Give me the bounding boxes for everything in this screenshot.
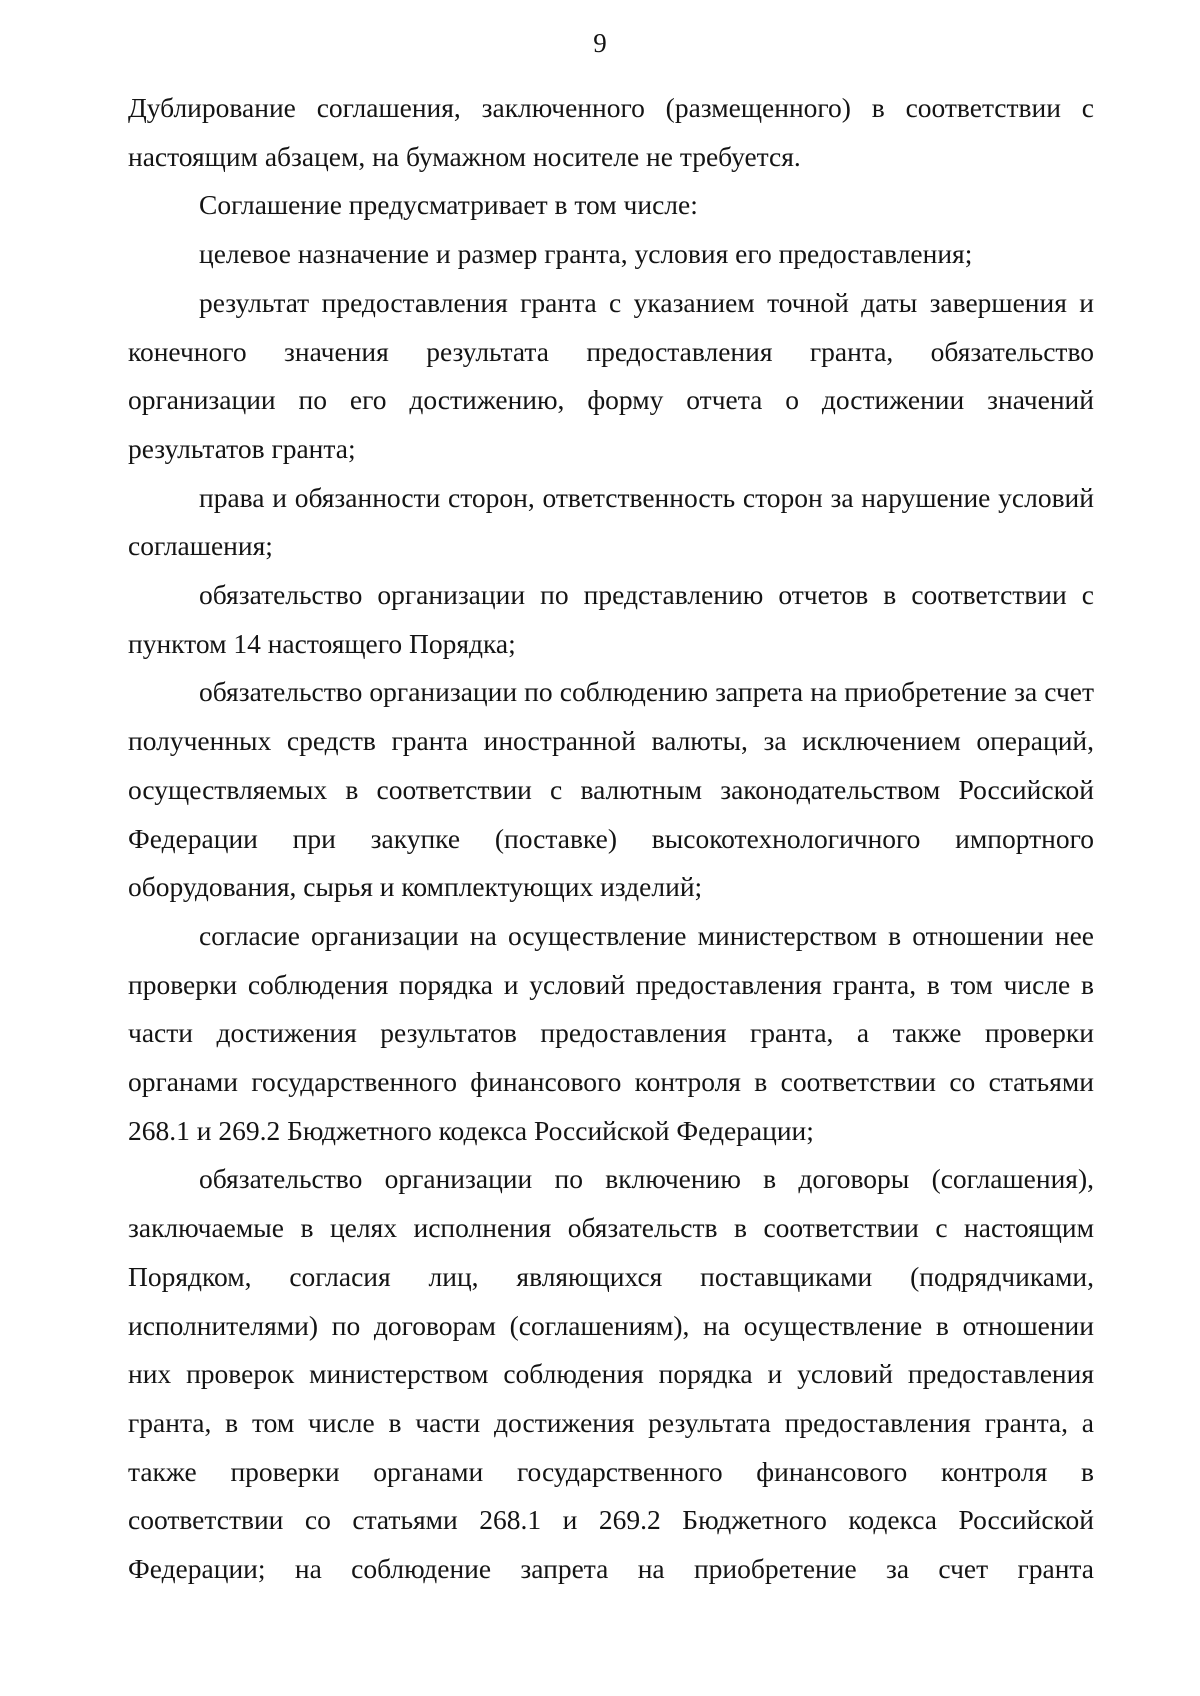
paragraph-purpose-and-size: целевое назначение и размер гранта, условия его предоставления; — [199, 238, 973, 270]
paragraph-rights-and-duties: права и обязанности сторон, ответственность сторон за нарушение условий соглашения; — [128, 481, 1094, 562]
paragraph-agreement-provides: Соглашение предусматривает в том числе: — [199, 189, 698, 221]
paragraph-reports-obligation: обязательство организации по представлению отчетов в соответствии с пунктом 14 настоящего Порядка; — [128, 579, 1094, 659]
paragraph-contract-inclusion: обязательство организации по включению в договоры (соглашения), заключаемые в целях исполнения обязательств в соответствии с настоящим Порядком, согласия лиц, являющихся поставщиками (подрядчиками, исполнителями) по договорам (соглашениям), на осуществление в отношении них проверок министерством соблюдения порядка и условий предоставления гранта, в том числе в части достижения результата предоставления гранта, а также проверки органами государственного финансового контроля в соответствии со статьями 268.1 и 269.2 Бюджетного кодекса Российской Федерации; на соблюдение запрета на приобретение за счет гранта — [128, 1163, 1094, 1585]
paragraph-duplication: Дублирование соглашения, заключенного (размещенного) в соответствии с настоящим абзацем, на бумажном носителе не требуется. — [128, 92, 1094, 172]
paragraph-currency-prohibition: обязательство организации по соблюдению запрета на приобретение за счет полученных средств гранта иностранной валюты, за исключением операций, осуществляемых в соответствии с валютным законодательством Российской Федерации при закупке (поставке) высокотехнологичного импортного оборудования, сырья и комплектующих изделий; — [128, 676, 1094, 903]
page-number: 9 — [593, 28, 607, 58]
paragraph-grant-result: результат предоставления гранта с указанием точной даты завершения и конечного значения результата предоставления гранта, обязательство организации по его достижению, форму отчета о достижении значений результатов гранта; — [128, 286, 1094, 464]
paragraph-inspection-consent: согласие организации на осуществление министерством в отношении нее проверки соблюдения порядка и условий предоставления гранта, в том числе в части достижения результатов предоставления гранта, а также проверки органами государственного финансового контроля в соответствии со статьями 268.1 и 269.2 Бюджетного кодекса Российской Федерации; — [128, 919, 1094, 1146]
document-body — [128, 84, 1094, 1594]
